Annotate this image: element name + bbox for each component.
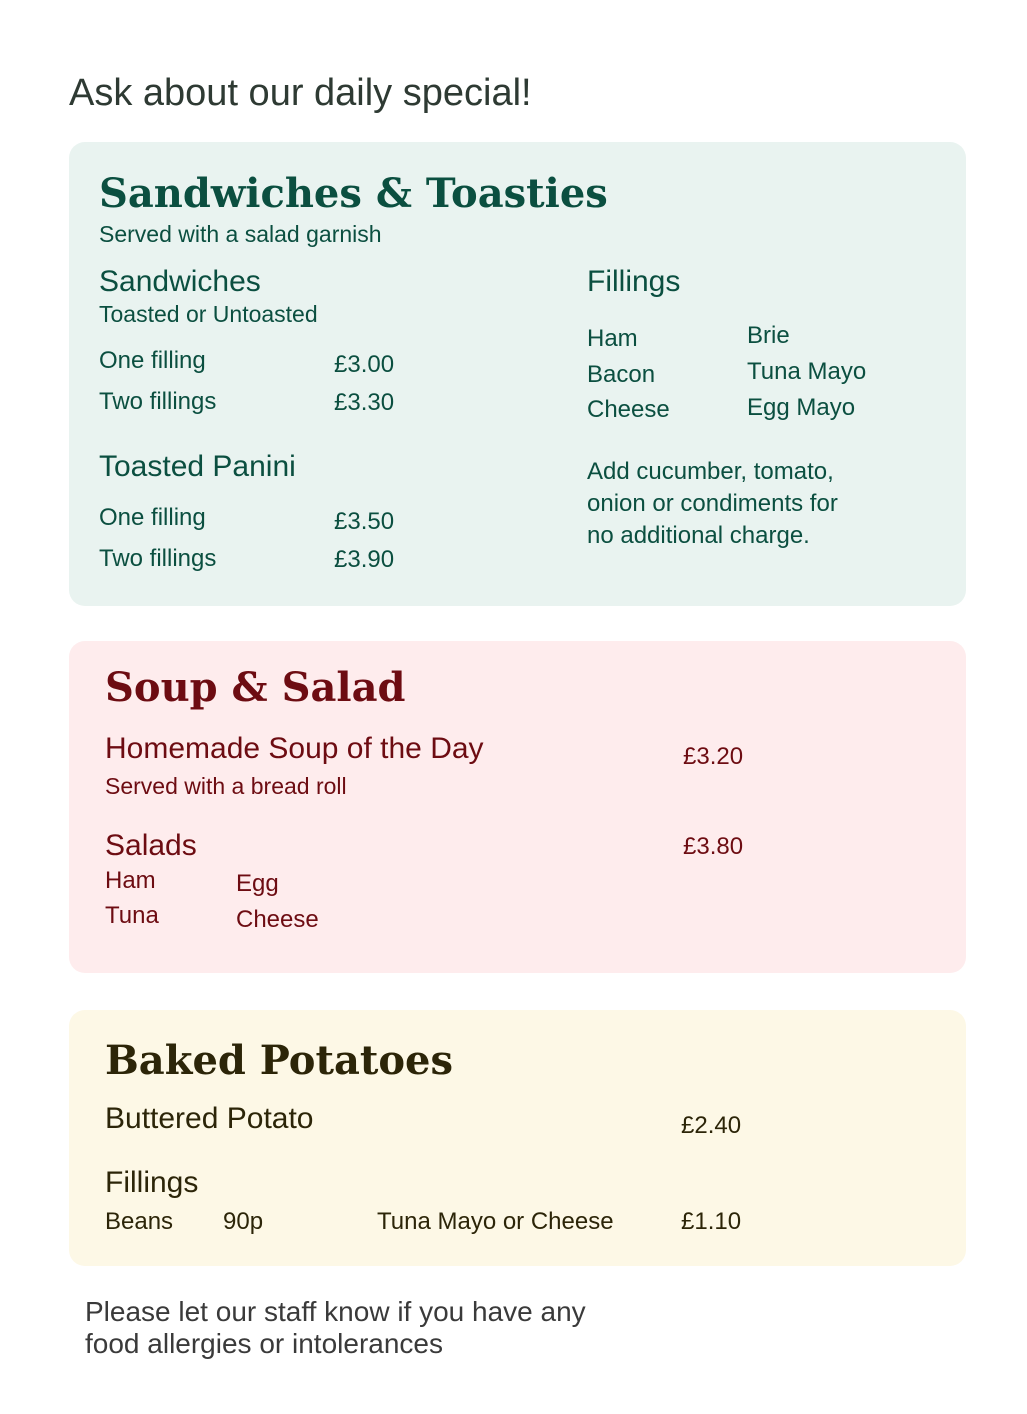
- fillings-note-line-1: Add cucumber, tomato,: [587, 458, 834, 485]
- salads-price: £3.80: [683, 833, 744, 860]
- potato-filling-beans-price: 90p: [223, 1208, 264, 1235]
- allergy-notice-line-1: Please let our staff know if you have any: [85, 1296, 586, 1327]
- salad-tuna: Tuna: [105, 902, 159, 929]
- sandwiches-heading: Sandwiches: [99, 265, 261, 298]
- soup-salad-card-title: Soup & Salad: [105, 664, 406, 711]
- buttered-potato-price: £2.40: [681, 1112, 742, 1139]
- filling-bacon: Bacon: [587, 361, 656, 388]
- salad-cheese: Cheese: [236, 906, 319, 933]
- buttered-potato-name: Buttered Potato: [105, 1102, 314, 1135]
- soup-price: £3.20: [683, 743, 744, 770]
- panini-one-filling-label: One filling: [99, 504, 206, 531]
- salads-heading: Salads: [105, 829, 197, 862]
- allergy-notice-line-2: food allergies or intolerances: [85, 1328, 443, 1359]
- sandwich-one-filling-price: £3.00: [334, 351, 395, 378]
- potato-filling-beans-label: Beans: [105, 1208, 174, 1235]
- sandwich-two-fillings-label: Two fillings: [99, 388, 217, 415]
- fillings-note-line-3: no additional charge.: [587, 522, 810, 549]
- potato-filling-tuna-cheese-label: Tuna Mayo or Cheese: [377, 1208, 614, 1235]
- baked-potatoes-card-title: Baked Potatoes: [105, 1037, 453, 1084]
- allergy-notice: [85, 1296, 685, 1360]
- fillings-heading: Fillings: [587, 265, 681, 298]
- salad-egg: Egg: [236, 870, 279, 897]
- filling-tuna-mayo: Tuna Mayo: [747, 358, 867, 385]
- daily-special-headline: Ask about our daily special!: [69, 72, 532, 114]
- sandwiches-card-title: Sandwiches & Toasties: [99, 170, 608, 217]
- filling-cheese: Cheese: [587, 396, 670, 423]
- panini-two-fillings-label: Two fillings: [99, 545, 217, 572]
- sandwiches-card-subtitle: Served with a salad garnish: [99, 221, 382, 247]
- soup-name: Homemade Soup of the Day: [105, 732, 484, 765]
- potato-filling-tuna-cheese-price: £1.10: [681, 1208, 742, 1235]
- sandwiches-note: Toasted or Untoasted: [99, 301, 318, 327]
- fillings-note-line-2: onion or condiments for: [587, 490, 838, 517]
- salad-ham: Ham: [105, 867, 156, 894]
- filling-brie: Brie: [747, 322, 790, 349]
- panini-two-fillings-price: £3.90: [334, 546, 395, 573]
- filling-egg-mayo: Egg Mayo: [747, 394, 856, 421]
- sandwich-two-fillings-price: £3.30: [334, 389, 395, 416]
- potato-fillings-heading: Fillings: [105, 1166, 199, 1199]
- soup-note: Served with a bread roll: [105, 773, 347, 799]
- sandwich-one-filling-label: One filling: [99, 347, 206, 374]
- panini-heading: Toasted Panini: [99, 450, 296, 483]
- filling-ham: Ham: [587, 325, 638, 352]
- panini-one-filling-price: £3.50: [334, 508, 395, 535]
